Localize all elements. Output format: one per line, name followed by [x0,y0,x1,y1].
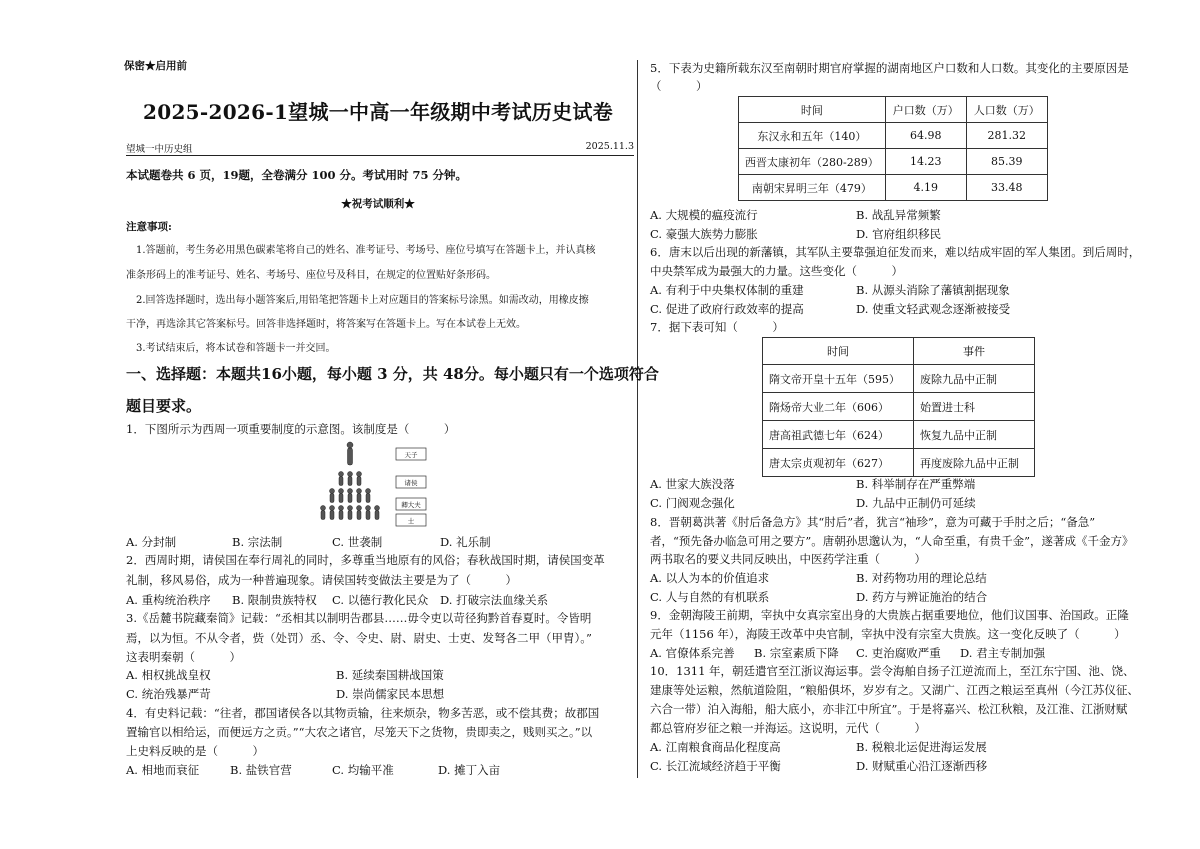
table-cell: 14.23 [885,149,966,175]
q10-option-c[interactable]: C. 长江流域经济趋于平衡 [650,759,781,773]
q4-line-2: 置输官以相给运，而便远方之贡。”“大农之诸官，尽笼天下之货物，贵即卖之，贱则买之。”以 [126,725,593,739]
table-row [739,123,1048,149]
notice-2a: 2.回答选择题时，选出每小题答案后,用铅笔把答题卡上对应题目的答案标号涂黑。如需改动，用橡皮擦 [136,295,589,306]
q9-line-1: 9．金朝海陵王前期，宰执中女真宗室出身的大贵族占据重要地位，他们议国事、治国政。正隆 [650,608,1129,622]
subtitle-line [126,141,634,155]
q3-line-3: 这表明秦朝（ ） [126,650,241,664]
q1-option-a[interactable]: A. 分封制 [126,535,177,549]
section1-title-b: 题目要求。 [126,397,202,415]
q9-option-d[interactable]: D. 君主专制加强 [960,646,1046,660]
table-row [739,175,1048,201]
table-row [763,421,1035,449]
exam-date: 2025.11.3 [585,141,634,152]
minister-figures [330,489,371,503]
q5-line-2: （ ） [650,79,708,93]
table-cell: 西晋太康初年（280-289） [739,149,886,175]
column-divider [637,60,638,778]
feudal-hierarchy-diagram [320,440,432,532]
table-header-cell: 户口数（万） [885,97,966,123]
q8-option-a[interactable]: A. 以人为本的价值追求 [650,571,770,585]
secret-label: 保密★启用前 [124,60,187,72]
table-header-cell: 事件 [914,338,1035,365]
q8-option-b[interactable]: B. 对药物功用的理论总结 [856,571,987,585]
q5-option-b[interactable]: B. 战乱异常频繁 [856,208,941,222]
q10-line-1: 10．1311 年，朝廷遣官至江浙议海运事。尝令海舶自扬子江逆流而上，至江东宁国、池、饶、 [650,664,1135,678]
q5-option-c[interactable]: C. 豪强大族势力膨胀 [650,227,758,241]
table-cell: 64.98 [885,123,966,149]
table-cell: 始置进士科 [914,393,1035,421]
q6-option-d[interactable]: D. 使重文轻武观念逐渐被接受 [856,302,1011,316]
section1-title-a: 一、选择题：本题共16小题，每小题 3 分，共 48分。每小题只有一个选项符合 [126,365,659,383]
q5-option-d[interactable]: D. 官府组织移民 [856,227,942,241]
q3-line-2: 焉，以为恒。不从令者，赀（处罚）丞、令、令史、尉、尉史、士吏、发弩各二甲（甲胄）。” [126,631,592,645]
q9-line-2: 元年（1156 年），海陵王改革中央官制，宰执中没有宗室大贵族。这一变化反映了（ ） [650,627,1126,641]
q7-option-a[interactable]: A. 世家大族没落 [650,477,735,491]
notice-1b: 准条形码上的准考证号、姓名、考场号、座位号及科目，在规定的位置贴好条形码。 [126,270,496,281]
q3-option-a[interactable]: A. 相权挑战皇权 [126,668,211,682]
notice-3: 3.考试结束后，将本试卷和答题卡一并交回。 [136,343,336,354]
q3-option-d[interactable]: D. 崇尚儒家民本思想 [336,687,445,701]
q6-option-a[interactable]: A. 有利于中央集权体制的重建 [650,283,804,297]
q7-option-c[interactable]: C. 门阀观念强化 [650,496,735,510]
q4-option-a[interactable]: A. 相地而衰征 [126,763,200,777]
q6-option-c[interactable]: C. 促进了政府行政效率的提高 [650,302,804,316]
table-row [763,449,1035,477]
table-header-cell: 时间 [739,97,886,123]
q8-line-1: 8．晋朝葛洪著《肘后备急方》其“肘后”者，犹言“袖珍”，意为可藏于手肘之后；“备急” [650,515,1096,529]
q4-line-3: 上史料反映的是（ ） [126,744,264,758]
rank-label-king: 天子 [404,451,418,459]
subtitle-rule [126,155,634,156]
table-row [739,149,1048,175]
lord-figures [339,472,362,486]
author-group: 望城一中历史组 [126,144,193,155]
q6-line-2: 中央禁军成为最强大的力量。这些变化（ ） [650,264,903,278]
q1-option-c[interactable]: C. 世袭制 [332,535,383,549]
table-cell: 隋文帝开皇十五年（595） [763,365,914,393]
exam-title: 2025-2026-1望城一中高一年级期中考试历史试卷 [143,100,613,124]
shi-figures [321,506,380,520]
table-cell: 隋炀帝大业二年（606） [763,393,914,421]
q10-option-b[interactable]: B. 税粮北运促进海运发展 [856,740,987,754]
q6-line-1: 6．唐末以后出现的新藩镇，其军队主要靠强迫征发而来，难以结成牢固的军人集团。到后周时， [650,245,1141,259]
table-row [763,365,1035,393]
q10-line-4: 都总管府岁征之粮一并海运。这说明，元代（ ） [650,721,926,735]
q2-line-1: 2．西周时期，请侯国在奉行周礼的同时，多尊重当地原有的风俗；春秋战国时期，请侯国变革 [126,553,605,567]
q3-line-1: 3.《岳麓书院藏秦简》记载：“丞相其以制明告郡县……毋令吏以苛径狗黔首春夏时。令皆明 [126,611,592,625]
q9-option-b[interactable]: B. 宗室素质下降 [754,646,839,660]
q7-events-table [762,337,1035,477]
q2-line-2: 礼制，移风易俗，成为一种普遍现象。请侯国转变做法主要是为了（ ） [126,573,517,587]
table-cell: 85.39 [966,149,1047,175]
table-header-row [739,97,1048,123]
good-luck-line: ★祝考试顺利★ [341,198,415,210]
table-header-cell: 时间 [763,338,914,365]
q2-option-b[interactable]: B. 限制贵族特权 [232,593,317,607]
q1-stem: 1．下图所示为西周一项重要制度的示意图。该制度是（ ） [126,422,456,436]
table-row [763,393,1035,421]
table-cell: 恢复九品中正制 [914,421,1035,449]
q3-option-c[interactable]: C. 统治残暴严苛 [126,687,211,701]
q1-option-d[interactable]: D. 礼乐制 [440,535,491,549]
king-figure [347,442,353,465]
q4-line-1: 4．有史料记载：“往者，郡国诸侯各以其物贡输，往来烦杂，物多苦恶，或不偿其费；故郡国 [126,706,600,720]
notice-2b: 干净，再选涂其它答案标号。回答非选择题时，将答案写在答题卡上。写在本试卷上无效。 [126,319,526,330]
q8-line-3: 两书取名的要义共同反映出，中医药学注重（ ） [650,552,926,566]
q7-option-b[interactable]: B. 科举制存在严重弊端 [856,477,976,491]
rank-label-lord: 诸侯 [404,479,418,487]
table-cell: 废除九品中正制 [914,365,1035,393]
q9-option-c[interactable]: C. 吏治腐败严重 [856,646,941,660]
q10-line-3: 六合一带）泊入海船，船大底小，亦非江中所宜”。于是将嘉兴、松江秋粮，及江淮、江浙财赋 [650,702,1128,716]
table-cell: 南朝宋昇明三年（479） [739,175,886,201]
q4-option-d[interactable]: D. 摊丁入亩 [438,763,501,777]
table-header-cell: 人口数（万） [966,97,1047,123]
q4-option-b[interactable]: B. 盐铁官营 [230,763,292,777]
table-cell: 281.32 [966,123,1047,149]
table-cell: 唐高祖武德七年（624） [763,421,914,449]
exam-intro: 本试题卷共 6 页，19题，全卷满分 100 分。考试用时 75 分钟。 [126,168,468,182]
notice-title: 注意事项: [126,221,172,233]
rank-label-shi: 士 [407,517,415,525]
q7-stem: 7．据下表可知（ ） [650,320,784,334]
q8-option-c[interactable]: C. 人与自然的有机联系 [650,590,770,604]
q10-line-2: 建康等处运粮，然航道险阻，“粮船俱坏，岁岁有之。又湖广、江西之粮运至真州（今江苏仪征、 [650,683,1139,697]
notice-1a: 1.答题前，考生务必用黑色碳素笔将自己的姓名、准考证号、考场号、座位号填写在答题卡上，并认真核 [136,245,596,256]
q5-line-1: 5．下表为史籍所载东汉至南朝时期官府掌握的湖南地区户口数和人口数。其变化的主要原因是 [650,61,1129,75]
q2-option-a[interactable]: A. 重构统治秩序 [126,593,211,607]
table-header-row [763,338,1035,365]
table-cell: 4.19 [885,175,966,201]
q2-option-c[interactable]: C. 以德行教化民众 [332,593,429,607]
q5-option-a[interactable]: A. 大规模的瘟疫流行 [650,208,758,222]
q8-option-d[interactable]: D. 药方与辨证施治的结合 [856,590,988,604]
q10-option-a[interactable]: A. 江南粮食商品化程度高 [650,740,781,754]
q3-option-b[interactable]: B. 延续秦国耕战国策 [336,668,444,682]
q4-option-c[interactable]: C. 均输平准 [332,763,394,777]
q8-line-2: 者，“预先备办临急可用之要方”。唐朝孙思邈认为，“人命至重，有贵千金”，遂著成《千金方》 [650,534,1134,548]
q7-option-d[interactable]: D. 九品中正制仍可延续 [856,496,976,510]
table-cell: 33.48 [966,175,1047,201]
q10-option-d[interactable]: D. 财赋重心沿江逐渐西移 [856,759,988,773]
table-cell: 唐太宗贞观初年（627） [763,449,914,477]
q9-option-a[interactable]: A. 官僚体系完善 [650,646,735,660]
q6-option-b[interactable]: B. 从源头消除了藩镇割据现象 [856,283,1010,297]
q1-option-b[interactable]: B. 宗法制 [232,535,283,549]
rank-label-minister: 卿大夫 [401,501,421,509]
q5-population-table [738,96,1048,201]
table-cell: 再度废除九品中正制 [914,449,1035,477]
table-cell: 东汉永和五年（140） [739,123,886,149]
q2-option-d[interactable]: D. 打破宗法血缘关系 [440,593,549,607]
